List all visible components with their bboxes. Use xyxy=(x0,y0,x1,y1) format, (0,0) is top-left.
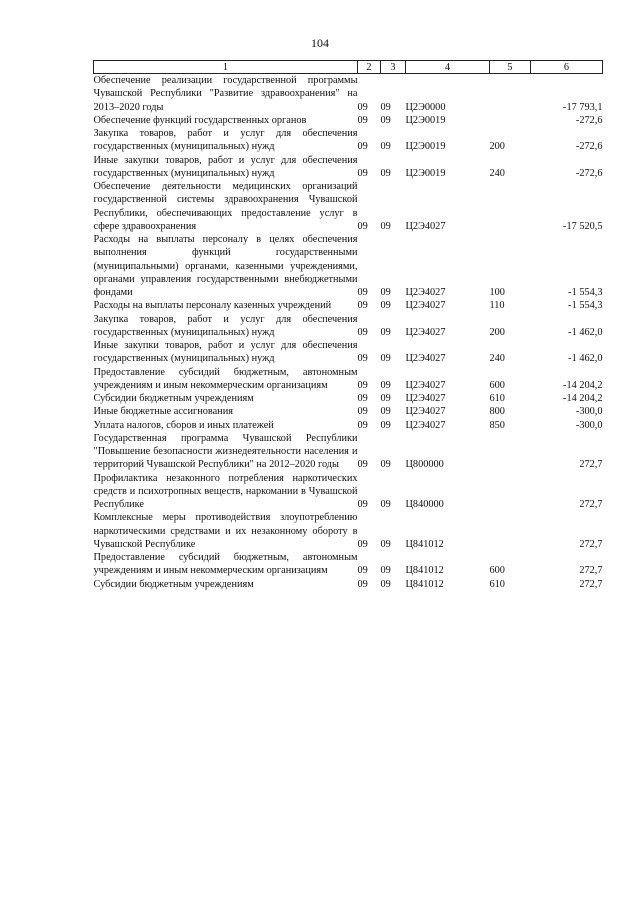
row-expense-type xyxy=(490,180,531,233)
row-target-code: Ц2Э4027 xyxy=(405,287,446,298)
row-section: 09 xyxy=(357,459,368,471)
row-name: Обеспечение деятельности медицинских организаций государственной системы здравоохранения Чувашской Республики, обеспечивающих предоставление услуг в сфере здравоохранения xyxy=(93,181,358,232)
table-row xyxy=(94,472,603,512)
row-expense-type: 800 xyxy=(489,406,505,418)
row-section: 09 xyxy=(357,393,368,404)
row-target-code: Ц800000 xyxy=(405,459,444,471)
row-section: 09 xyxy=(357,101,368,113)
table-row xyxy=(94,339,603,366)
table-row xyxy=(94,127,603,154)
row-section: 09 xyxy=(357,406,368,418)
row-subsection: 09 xyxy=(380,393,391,404)
row-subsection: 09 xyxy=(380,220,391,232)
column-header-2: 2 xyxy=(358,61,381,74)
column-header-4: 4 xyxy=(406,61,490,74)
row-target-code: Ц840000 xyxy=(405,499,444,510)
row-target-code: Ц2Э4027 xyxy=(405,353,446,365)
table-row xyxy=(94,405,603,418)
table-row xyxy=(94,313,603,340)
row-name: Иные бюджетные ассигнования xyxy=(93,406,233,418)
row-amount: -272,6 xyxy=(575,141,603,153)
row-subsection: 09 xyxy=(380,459,391,471)
page-number: 104 xyxy=(311,36,329,50)
row-amount: -1 554,3 xyxy=(568,287,603,298)
row-subsection: 09 xyxy=(380,419,391,431)
row-name: Государственная программа Чувашской Республики "Повышение безопасности жизнедеятельности населения и территорий Чувашской Республики" на 2012–2020 годы xyxy=(93,432,358,471)
table-row xyxy=(94,419,603,432)
row-amount: -17 520,5 xyxy=(563,220,603,232)
column-header-3: 3 xyxy=(381,61,406,74)
row-target-code: Ц2Э0000 xyxy=(405,101,446,113)
row-name: Иные закупки товаров, работ и услуг для обеспечения государственных (муниципальных) нужд xyxy=(93,340,358,365)
row-expense-type: 240 xyxy=(489,167,505,179)
table-row xyxy=(94,511,603,551)
row-target-code: Ц2Э4027 xyxy=(405,379,446,391)
row-subsection: 09 xyxy=(380,287,391,298)
row-expense-type: 200 xyxy=(489,141,505,153)
row-name: Предоставление субсидий бюджетным, автономным учреждениям и иным некоммерческим организациям xyxy=(93,552,358,577)
row-section: 09 xyxy=(357,114,368,126)
row-name: Расходы на выплаты персоналу казенных учреждений xyxy=(93,300,332,312)
row-expense-type xyxy=(490,511,531,551)
row-amount: -14 204,2 xyxy=(563,379,603,391)
row-amount: -300,0 xyxy=(575,419,603,431)
row-name: Предоставление субсидий бюджетным, автономным учреждениям и иным некоммерческим организациям xyxy=(93,366,358,391)
table-row xyxy=(94,299,603,312)
table-row xyxy=(94,154,603,181)
row-subsection: 09 xyxy=(380,565,391,577)
row-section: 09 xyxy=(357,565,368,577)
row-target-code: Ц2Э4027 xyxy=(405,419,446,431)
row-target-code: Ц2Э4027 xyxy=(405,220,446,232)
row-expense-type xyxy=(490,74,531,114)
row-subsection: 09 xyxy=(380,141,391,153)
row-name: Уплата налогов, сборов и иных платежей xyxy=(93,419,274,431)
row-section: 09 xyxy=(357,499,368,510)
row-target-code: Ц2Э0019 xyxy=(405,141,446,153)
table-header xyxy=(94,61,603,74)
row-subsection: 09 xyxy=(380,578,391,590)
table-row xyxy=(94,551,603,578)
table-row xyxy=(94,392,603,405)
row-name: Иные закупки товаров, работ и услуг для обеспечения государственных (муниципальных) нужд xyxy=(93,154,358,179)
row-amount: -272,6 xyxy=(575,114,603,126)
row-expense-type: 850 xyxy=(489,419,505,431)
row-name: Субсидии бюджетным учреждениям xyxy=(93,578,254,590)
table-row xyxy=(94,114,603,127)
row-amount: -1 462,0 xyxy=(568,326,603,338)
row-target-code: Ц2Э4027 xyxy=(405,326,446,338)
budget-table xyxy=(93,60,603,591)
row-target-code: Ц2Э4027 xyxy=(405,300,446,312)
row-subsection: 09 xyxy=(380,114,391,126)
row-name: Обеспечение функций государственных органов xyxy=(93,114,307,126)
row-section: 09 xyxy=(357,287,368,298)
row-expense-type: 610 xyxy=(489,393,505,404)
table-row xyxy=(94,233,603,299)
row-expense-type: 600 xyxy=(489,565,505,577)
table-row xyxy=(94,432,603,472)
row-amount: -300,0 xyxy=(575,406,603,418)
column-header-1: 1 xyxy=(94,61,358,74)
row-amount: -272,6 xyxy=(575,167,603,179)
row-target-code: Ц841012 xyxy=(405,578,444,590)
row-name: Субсидии бюджетным учреждениям xyxy=(93,393,254,404)
row-name: Комплексные меры противодействия злоупотреблению наркотическими средствами и их незаконному обороту в Чувашской Республике xyxy=(93,512,358,550)
row-name: Обеспечение реализации государственной программы Чувашской Республики "Развитие здравоохранения" на 2013–2020 годы xyxy=(93,75,358,113)
row-expense-type: 200 xyxy=(489,326,505,338)
row-expense-type: 110 xyxy=(489,300,505,312)
row-subsection: 09 xyxy=(380,499,391,510)
table-row xyxy=(94,180,603,233)
row-section: 09 xyxy=(357,300,368,312)
row-target-code: Ц2Э4027 xyxy=(405,406,446,418)
row-amount: -14 204,2 xyxy=(563,393,603,404)
row-amount: 272,7 xyxy=(579,565,603,577)
row-amount: -17 793,1 xyxy=(563,101,603,113)
row-name: Закупка товаров, работ и услуг для обеспечения государственных (муниципальных) нужд xyxy=(93,128,358,153)
row-section: 09 xyxy=(357,326,368,338)
row-expense-type xyxy=(490,472,531,512)
table-row xyxy=(94,74,603,114)
row-amount: 272,7 xyxy=(579,578,603,590)
row-subsection: 09 xyxy=(380,167,391,179)
row-subsection: 09 xyxy=(380,326,391,338)
row-subsection: 09 xyxy=(380,101,391,113)
row-expense-type: 100 xyxy=(489,287,505,298)
row-section: 09 xyxy=(357,141,368,153)
row-subsection: 09 xyxy=(380,353,391,365)
row-target-code: Ц841012 xyxy=(405,565,444,577)
row-section: 09 xyxy=(357,220,368,232)
column-header-6: 6 xyxy=(531,61,603,74)
row-name: Расходы на выплаты персоналу в целях обеспечения выполнения функций государственными (муниципальными) органами, казенными учреждениями, органами управления государственными внебюджетными фондами xyxy=(93,234,358,298)
table-row xyxy=(94,578,603,591)
row-amount: 272,7 xyxy=(579,499,603,510)
row-subsection: 09 xyxy=(380,379,391,391)
row-name: Профилактика незаконного потребления наркотических средств и психотропных веществ, наркомании в Чувашской Республике xyxy=(93,472,358,510)
row-section: 09 xyxy=(357,419,368,431)
row-target-code: Ц2Э0019 xyxy=(405,167,446,179)
row-expense-type: 610 xyxy=(489,578,505,590)
row-subsection: 09 xyxy=(380,538,391,550)
row-expense-type xyxy=(490,432,531,472)
row-amount: -1 554,3 xyxy=(568,300,603,312)
row-section: 09 xyxy=(357,167,368,179)
row-amount: 272,7 xyxy=(579,459,603,471)
table-body xyxy=(94,74,603,591)
row-section: 09 xyxy=(357,538,368,550)
row-subsection: 09 xyxy=(380,406,391,418)
row-subsection: 09 xyxy=(380,300,391,312)
row-expense-type xyxy=(490,114,531,127)
column-header-5: 5 xyxy=(490,61,531,74)
row-expense-type: 600 xyxy=(489,379,505,391)
row-section: 09 xyxy=(357,353,368,365)
row-name: Закупка товаров, работ и услуг для обеспечения государственных (муниципальных) нужд xyxy=(93,313,358,338)
row-target-code: Ц841012 xyxy=(405,538,444,550)
table-row xyxy=(94,366,603,393)
row-expense-type: 240 xyxy=(489,353,505,365)
row-amount: -1 462,0 xyxy=(568,353,603,365)
row-section: 09 xyxy=(357,578,368,590)
row-amount: 272,7 xyxy=(579,538,603,550)
row-target-code: Ц2Э0019 xyxy=(405,114,446,126)
row-target-code: Ц2Э4027 xyxy=(405,393,446,404)
row-section: 09 xyxy=(357,379,368,391)
